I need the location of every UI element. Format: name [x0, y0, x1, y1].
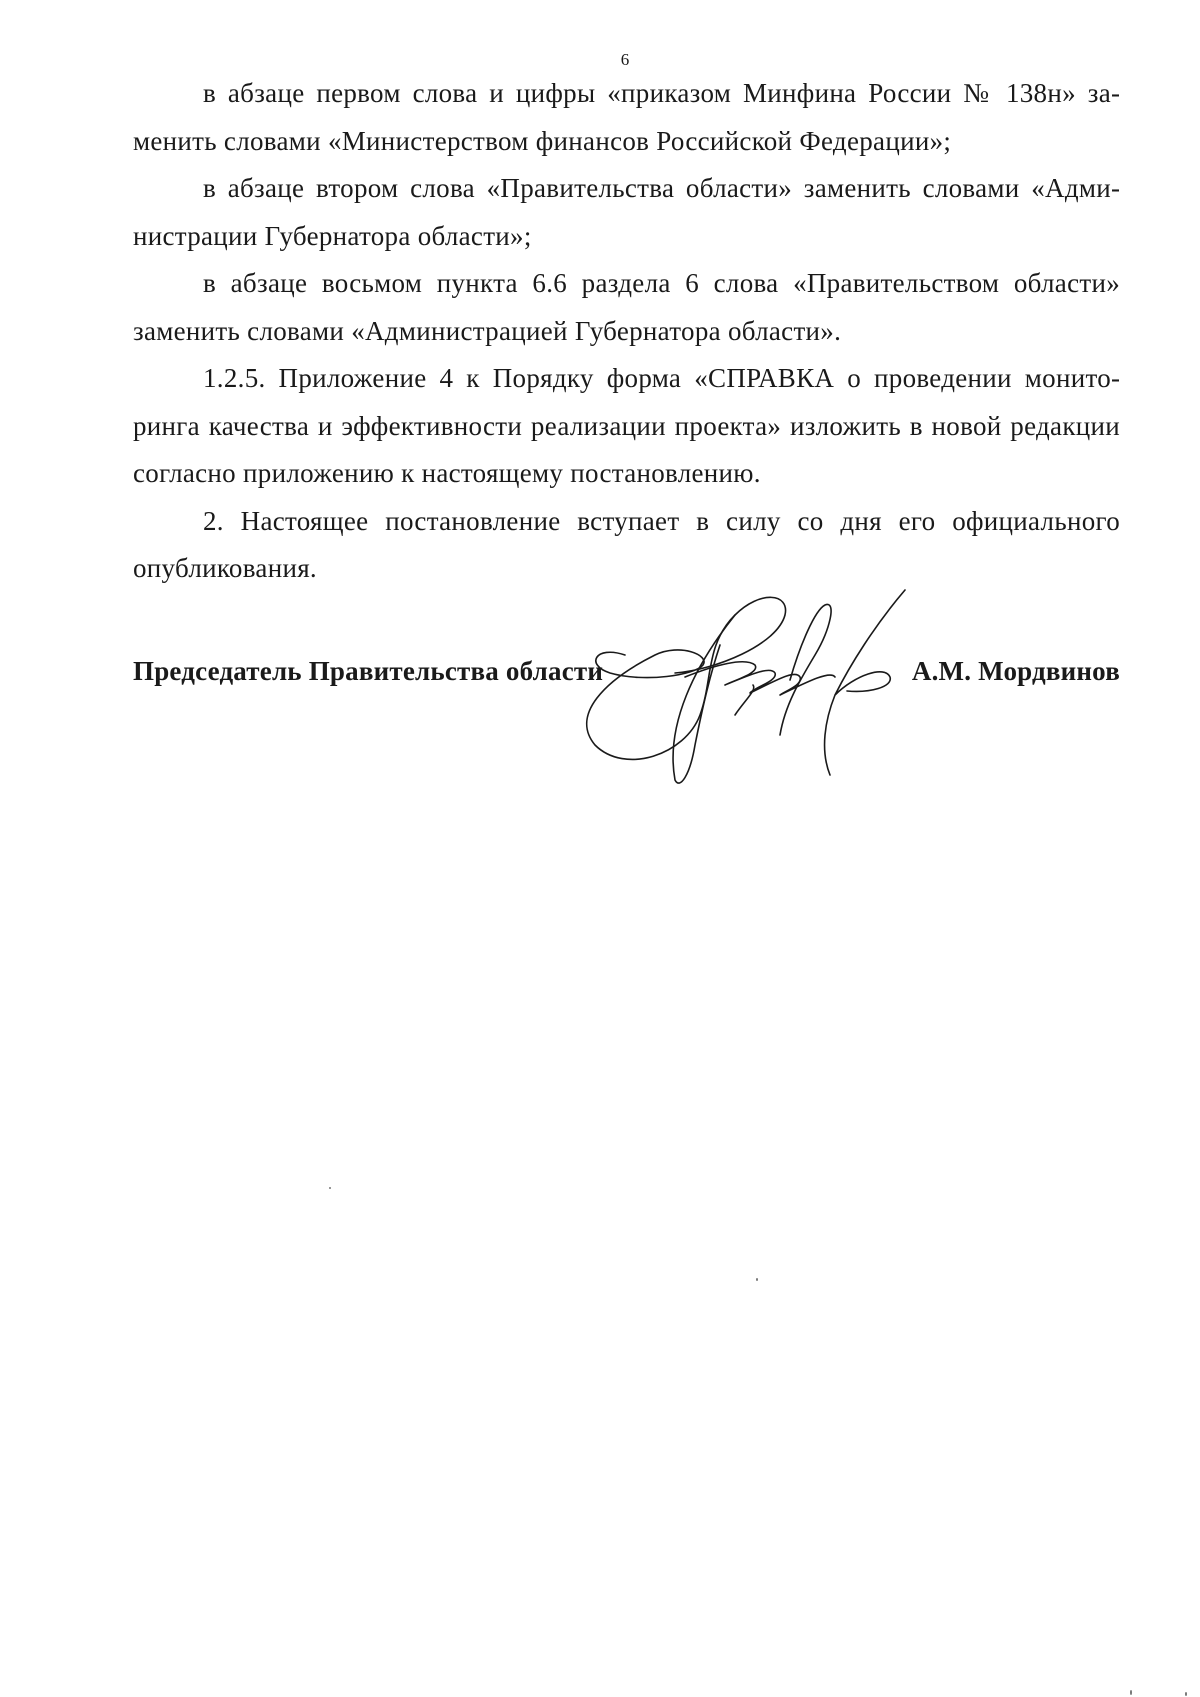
signatory-name: А.М. Мордвинов [911, 656, 1120, 686]
paragraph-4: 1.2.5. Приложение 4 к Порядку форма «СПРАВКА о проведении мониторинга качества и эффективности реализации проекта» изложить в новой редакции согласно приложению к настоящему постановлению. [133, 363, 1120, 488]
paragraph-2: в абзаце втором слова «Правительства области» заменить словами «Администрации Губернатора области»; [133, 173, 1120, 251]
paragraph-1: в абзаце первом слова и цифры «приказом Минфина России № 138н» заменить словами «Министерством финансов Российской Федерации»; [133, 78, 1120, 156]
scan-speck [756, 1278, 758, 1281]
document-body [133, 70, 1120, 593]
paragraph-3: в абзаце восьмом пункта 6.6 раздела 6 слова «Правительством области» заменить словами «Администрацией Губернатора области». [133, 268, 1120, 346]
signatory-title: Председатель Правительства области [133, 656, 604, 686]
scan-speck [1130, 1690, 1132, 1695]
handwritten-signature-icon [585, 585, 925, 790]
page-number: 6 [620, 50, 630, 69]
scan-speck [329, 1187, 331, 1189]
paragraph-5: 2. Настоящее постановление вступает в силу со дня его официального опубликования. [133, 505, 1120, 583]
scan-speck [1185, 1692, 1187, 1696]
